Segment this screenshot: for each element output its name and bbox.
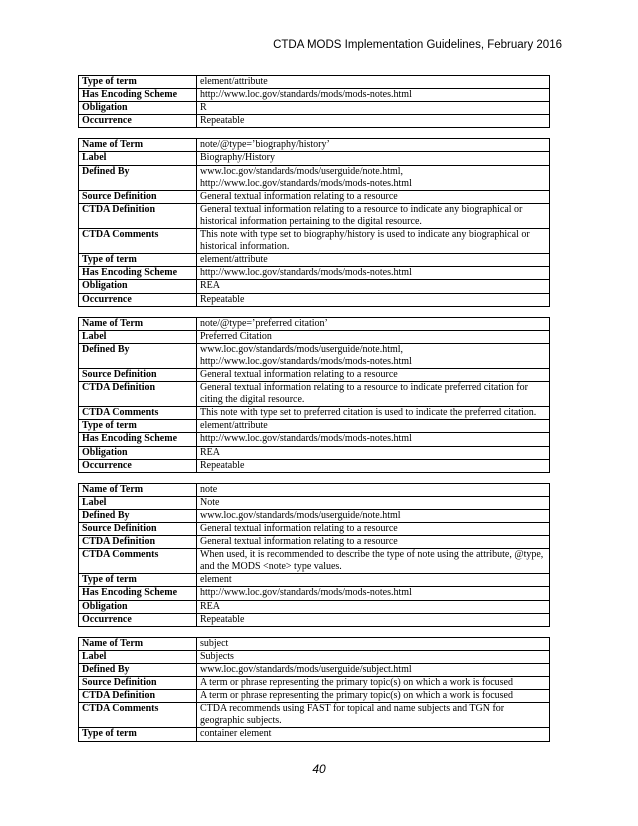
row-label: Defined By: [79, 343, 197, 368]
table-row: [79, 459, 550, 472]
row-label: CTDA Definition: [79, 690, 197, 703]
table-row: [79, 102, 550, 115]
table-row: [79, 190, 550, 203]
row-label: Defined By: [79, 509, 197, 522]
row-value: REA: [197, 280, 550, 293]
row-value: element/attribute: [197, 254, 550, 267]
row-value: Repeatable: [197, 115, 550, 128]
table-row: [79, 523, 550, 536]
table-row: [79, 677, 550, 690]
table-row: [79, 549, 550, 574]
row-value: R: [197, 102, 550, 115]
row-label: Type of term: [79, 728, 197, 741]
table-row: [79, 509, 550, 522]
row-value: General textual information relating to a resource: [197, 523, 550, 536]
page-header: CTDA MODS Implementation Guidelines, February 2016: [273, 39, 562, 51]
page-number: 40: [312, 762, 326, 776]
row-label: Type of term: [79, 76, 197, 89]
row-value: www.loc.gov/standards/mods/userguide/subject.html: [197, 663, 550, 676]
row-label: CTDA Definition: [79, 203, 197, 228]
table-row: [79, 703, 550, 728]
table-row: [79, 280, 550, 293]
row-value: This note with type set to biography/history is used to indicate any biographical or historical information.: [197, 229, 550, 254]
row-label: CTDA Comments: [79, 549, 197, 574]
row-label: Defined By: [79, 663, 197, 676]
table-row: [79, 203, 550, 228]
row-value: General textual information relating to a resource: [197, 368, 550, 381]
row-label: Label: [79, 330, 197, 343]
row-label: CTDA Definition: [79, 536, 197, 549]
row-label: Source Definition: [79, 523, 197, 536]
row-value: This note with type set to preferred citation is used to indicate the preferred citation.: [197, 407, 550, 420]
row-value: element/attribute: [197, 76, 550, 89]
row-value: http://www.loc.gov/standards/mods/mods-notes.html: [197, 267, 550, 280]
table-row: [79, 139, 550, 152]
row-value: note/@type=’biography/history’: [197, 139, 550, 152]
table-row: [79, 600, 550, 613]
row-value: General textual information relating to a resource to indicate preferred citation for citing the digital resource.: [197, 382, 550, 407]
row-value: Repeatable: [197, 459, 550, 472]
row-label: Obligation: [79, 280, 197, 293]
table-row: [79, 382, 550, 407]
row-label: Occurrence: [79, 293, 197, 306]
row-label: Has Encoding Scheme: [79, 89, 197, 102]
row-label: Has Encoding Scheme: [79, 433, 197, 446]
table-row: [79, 650, 550, 663]
table-row: [79, 483, 550, 496]
row-value: Subjects: [197, 650, 550, 663]
row-label: Type of term: [79, 254, 197, 267]
row-label: Name of Term: [79, 483, 197, 496]
table-row: [79, 496, 550, 509]
term-table-note: [78, 483, 550, 627]
row-value: CTDA recommends using FAST for topical and name subjects and TGN for geographic subjects.: [197, 703, 550, 728]
row-value: http://www.loc.gov/standards/mods/mods-notes.html: [197, 433, 550, 446]
row-label: Has Encoding Scheme: [79, 267, 197, 280]
row-value: http://www.loc.gov/standards/mods/mods-notes.html: [197, 89, 550, 102]
table-row: [79, 152, 550, 165]
row-value: Preferred Citation: [197, 330, 550, 343]
row-label: Label: [79, 496, 197, 509]
table-row: [79, 420, 550, 433]
row-value: General textual information relating to a resource: [197, 536, 550, 549]
table-row: [79, 293, 550, 306]
row-value: Repeatable: [197, 293, 550, 306]
table-row: [79, 115, 550, 128]
document-body: [78, 75, 550, 752]
row-value: REA: [197, 446, 550, 459]
table-row: [79, 317, 550, 330]
row-value: Note: [197, 496, 550, 509]
row-label: Source Definition: [79, 190, 197, 203]
table-row: [79, 446, 550, 459]
row-value: element/attribute: [197, 420, 550, 433]
row-value: container element: [197, 728, 550, 741]
table-row: [79, 574, 550, 587]
row-label: Type of term: [79, 574, 197, 587]
row-value: A term or phrase representing the primary topic(s) on which a work is focused: [197, 690, 550, 703]
row-label: Obligation: [79, 600, 197, 613]
row-label: Defined By: [79, 165, 197, 190]
row-label: Has Encoding Scheme: [79, 587, 197, 600]
term-table-subject: [78, 637, 550, 742]
row-label: CTDA Definition: [79, 382, 197, 407]
row-label: Occurrence: [79, 115, 197, 128]
row-value: REA: [197, 600, 550, 613]
term-table-continued: [78, 75, 550, 128]
table-row: [79, 690, 550, 703]
table-row: [79, 229, 550, 254]
row-label: Obligation: [79, 446, 197, 459]
table-row: [79, 76, 550, 89]
row-label: Occurrence: [79, 459, 197, 472]
table-row: [79, 343, 550, 368]
row-label: CTDA Comments: [79, 229, 197, 254]
row-value: element: [197, 574, 550, 587]
table-row: [79, 637, 550, 650]
table-row: [79, 330, 550, 343]
table-row: [79, 613, 550, 626]
table-row: [79, 368, 550, 381]
table-row: [79, 165, 550, 190]
term-table-preferred-citation: [78, 317, 550, 473]
row-label: Name of Term: [79, 637, 197, 650]
row-label: CTDA Comments: [79, 703, 197, 728]
row-value: note/@type=’preferred citation’: [197, 317, 550, 330]
table-row: [79, 663, 550, 676]
row-label: Type of term: [79, 420, 197, 433]
row-label: Name of Term: [79, 139, 197, 152]
row-value: www.loc.gov/standards/mods/userguide/note.html, http://www.loc.gov/standards/mods/mods-notes.html: [197, 343, 550, 368]
table-row: [79, 536, 550, 549]
row-label: Occurrence: [79, 613, 197, 626]
table-row: [79, 89, 550, 102]
row-value: subject: [197, 637, 550, 650]
table-row: [79, 407, 550, 420]
row-label: Label: [79, 650, 197, 663]
row-value: www.loc.gov/standards/mods/userguide/note.html: [197, 509, 550, 522]
row-value: General textual information relating to a resource: [197, 190, 550, 203]
table-row: [79, 728, 550, 741]
row-label: Label: [79, 152, 197, 165]
row-label: CTDA Comments: [79, 407, 197, 420]
row-value: www.loc.gov/standards/mods/userguide/note.html, http://www.loc.gov/standards/mods/mods-notes.html: [197, 165, 550, 190]
table-row: [79, 254, 550, 267]
table-row: [79, 267, 550, 280]
row-label: Source Definition: [79, 677, 197, 690]
row-value: http://www.loc.gov/standards/mods/mods-notes.html: [197, 587, 550, 600]
table-row: [79, 587, 550, 600]
row-label: Obligation: [79, 102, 197, 115]
row-value: General textual information relating to a resource to indicate any biographical or historical information pertaining to the digital resource.: [197, 203, 550, 228]
row-label: Source Definition: [79, 368, 197, 381]
row-label: Name of Term: [79, 317, 197, 330]
row-value: Repeatable: [197, 613, 550, 626]
row-value: A term or phrase representing the primary topic(s) on which a work is focused: [197, 677, 550, 690]
term-table-biography-history: [78, 138, 550, 306]
row-value: note: [197, 483, 550, 496]
table-row: [79, 433, 550, 446]
row-value: When used, it is recommended to describe the type of note using the attribute, @type, and the MODS <note> type values.: [197, 549, 550, 574]
row-value: Biography/History: [197, 152, 550, 165]
